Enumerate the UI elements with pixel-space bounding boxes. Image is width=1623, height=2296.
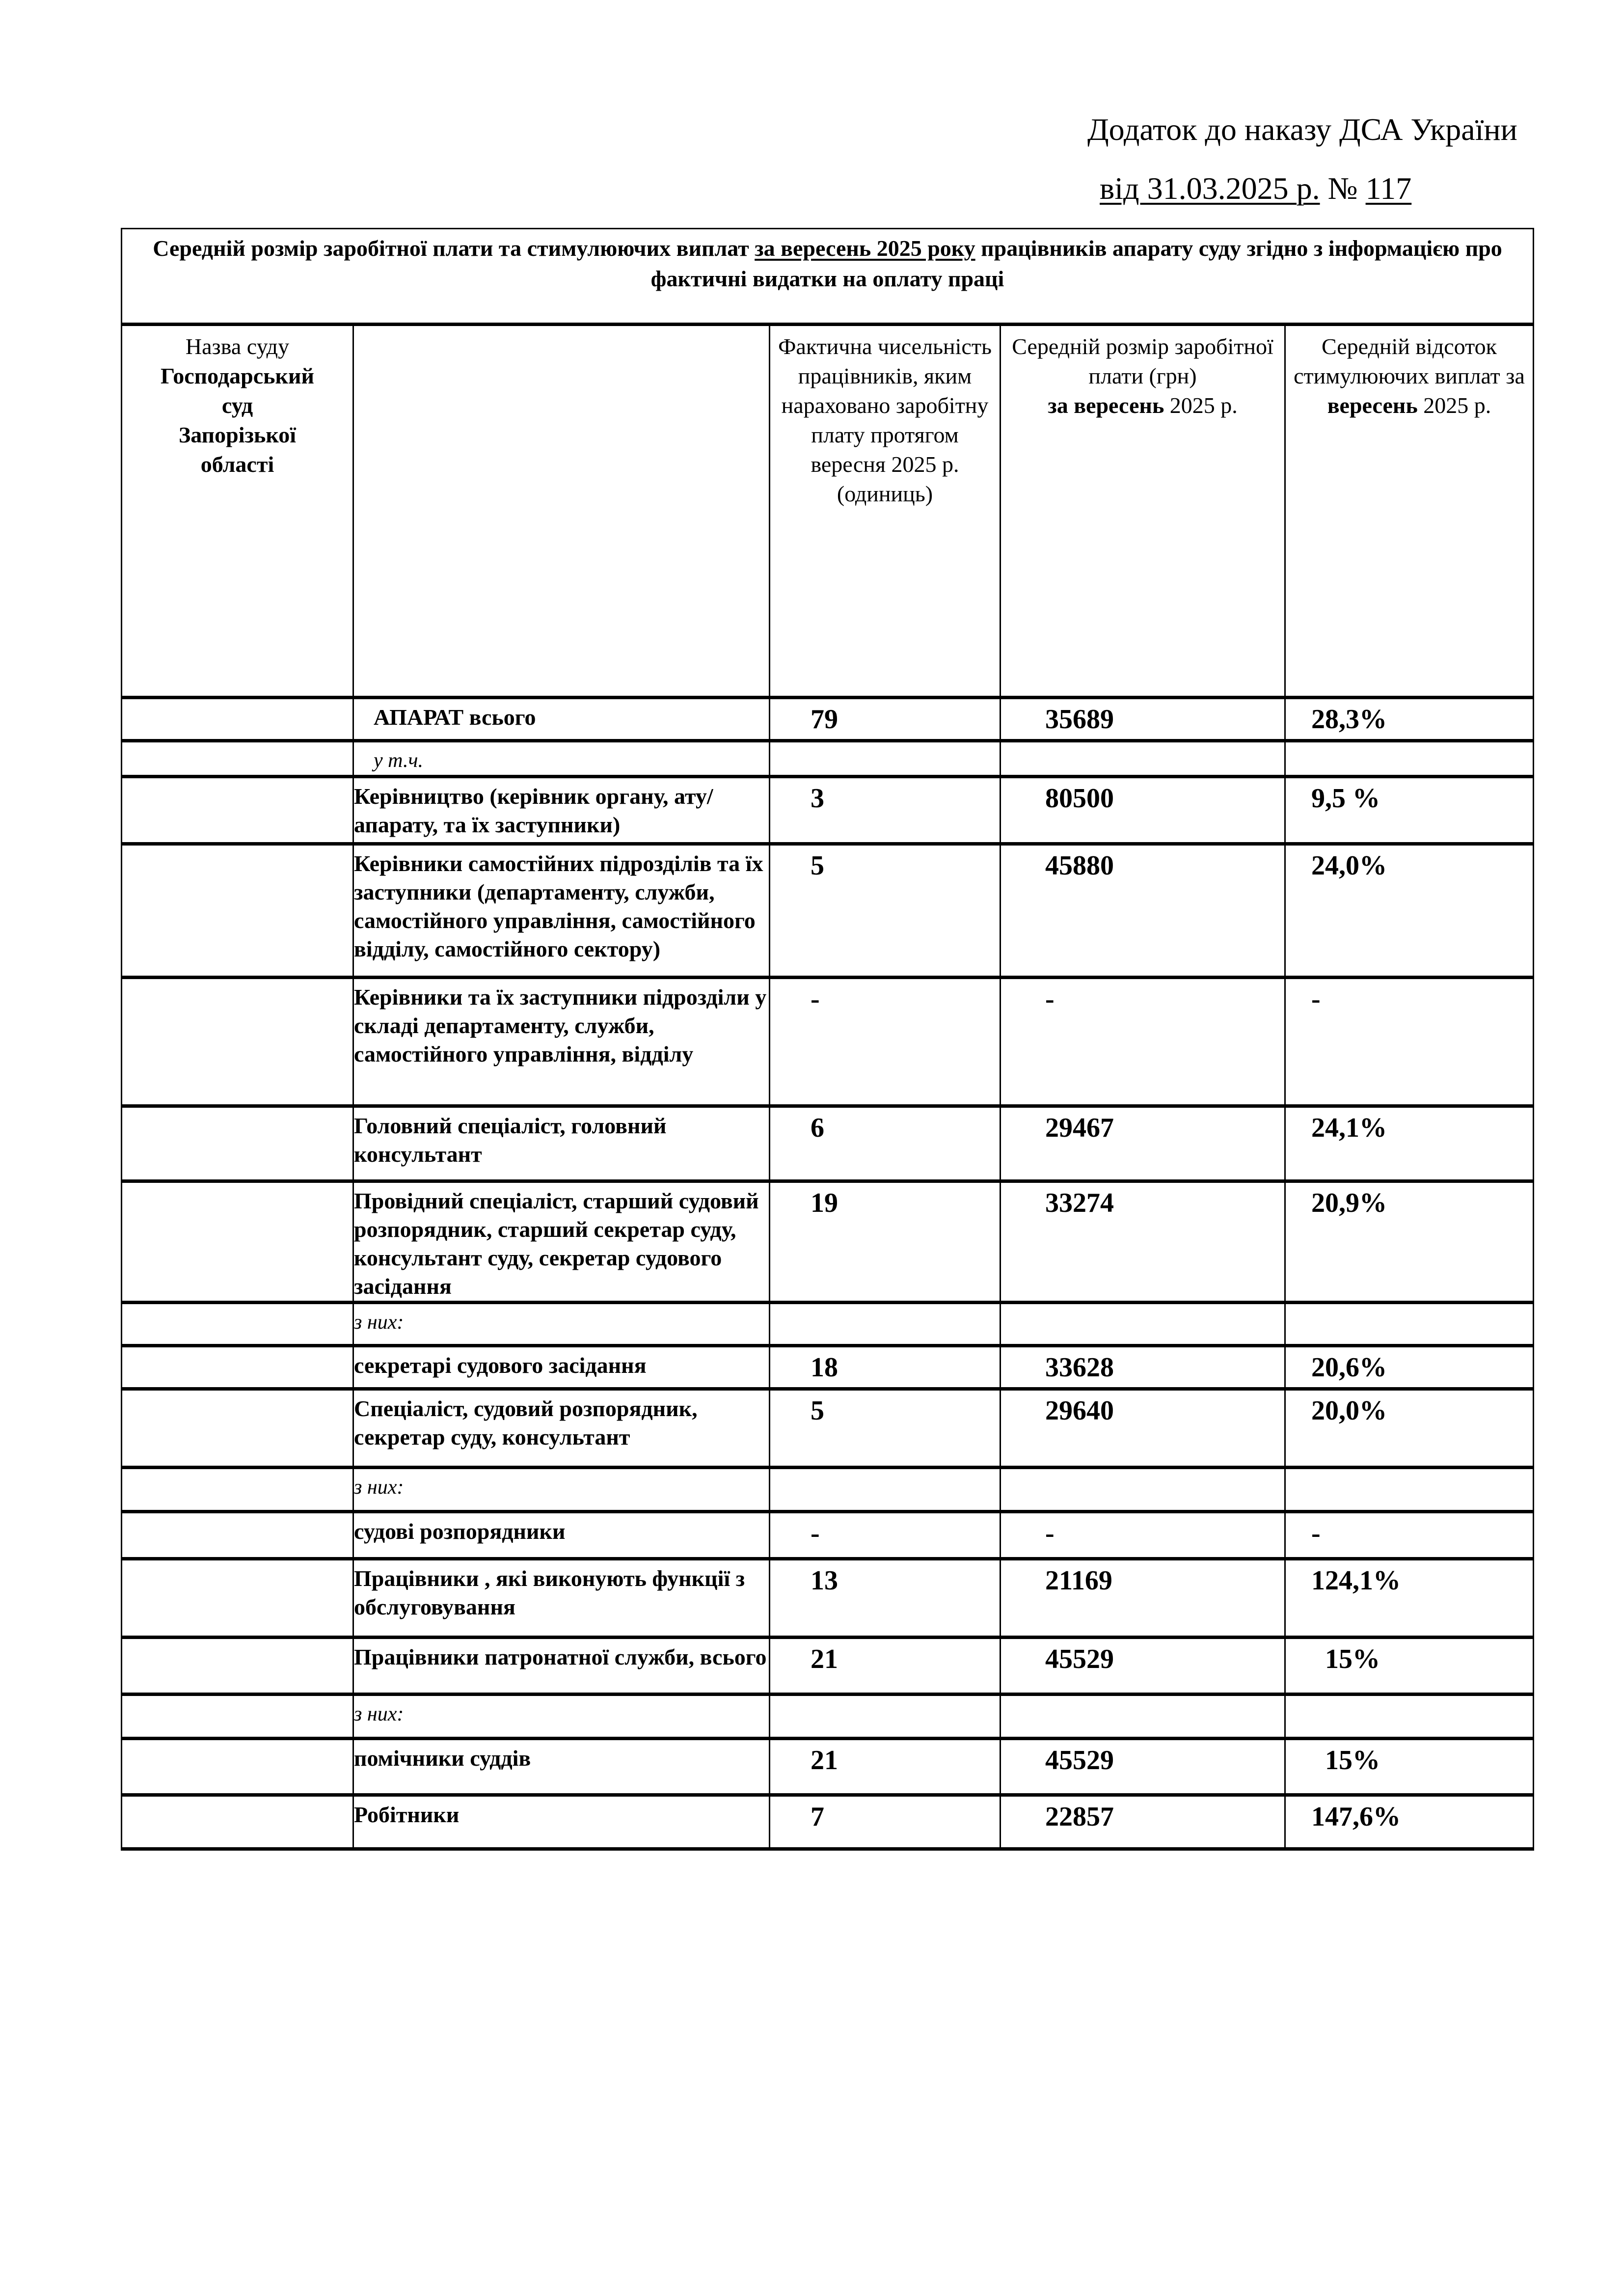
table-row xyxy=(122,978,1534,1106)
row-avg-salary: 22857 xyxy=(1001,1795,1285,1849)
row-label: помічники суддів xyxy=(353,1739,770,1795)
row-label: з них: xyxy=(353,1695,770,1739)
row-bonus-pct: 9,5 % xyxy=(1285,777,1534,844)
row-count: 6 xyxy=(770,1106,1001,1181)
table-row xyxy=(122,741,1534,777)
row-label: АПАРАТ всього xyxy=(353,698,770,741)
row-count: 21 xyxy=(770,1638,1001,1695)
category-header xyxy=(353,325,770,698)
row-bonus-pct: 24,1% xyxy=(1285,1106,1534,1181)
count-header: Фактична чисельність працівників, яким нараховано заробітну плату протягом вересня 2025 р.(одиниць) xyxy=(770,325,1001,698)
row-label: судові розпорядники xyxy=(353,1512,770,1559)
row-count: 3 xyxy=(770,777,1001,844)
table-row xyxy=(122,1106,1534,1181)
table-row xyxy=(122,1346,1534,1389)
row-bonus-pct: 24,0% xyxy=(1285,844,1534,978)
row-label: Керівництво (керівник органу, ату/апарату, та їх заступники) xyxy=(353,777,770,844)
row-bonus-pct: - xyxy=(1285,1512,1534,1559)
row-label: Працівники патронатної служби, всього xyxy=(353,1638,770,1695)
row-avg-salary: 29640 xyxy=(1001,1389,1285,1468)
row-bonus-pct: 124,1% xyxy=(1285,1559,1534,1638)
table-row xyxy=(122,1512,1534,1559)
row-count: 5 xyxy=(770,1389,1001,1468)
court-name-header: Назва суду Господарський суд Запорізької області xyxy=(122,325,353,698)
table-row xyxy=(122,1468,1534,1512)
row-avg-salary: 80500 xyxy=(1001,777,1285,844)
row-label: Працівники , які виконують функції з обслуговування xyxy=(353,1559,770,1638)
table-row xyxy=(122,1559,1534,1638)
row-label: Керівники самостійних підрозділів та їх заступники (департаменту, служби, самостійного управління, самостійного відділу, самостійного сектору) xyxy=(353,844,770,978)
row-label: Головний спеціаліст, головний консультант xyxy=(353,1106,770,1181)
row-bonus-pct: 15% xyxy=(1285,1638,1534,1695)
table-row xyxy=(122,1795,1534,1849)
table-row xyxy=(122,844,1534,978)
row-avg-salary: 45529 xyxy=(1001,1739,1285,1795)
table-row xyxy=(122,1303,1534,1346)
row-bonus-pct: 147,6% xyxy=(1285,1795,1534,1849)
row-count: 7 xyxy=(770,1795,1001,1849)
bonus-pct-header: Середній відсоток стимулюючих виплат за вересень 2025 р. xyxy=(1285,325,1534,698)
table-row xyxy=(122,698,1534,741)
row-avg-salary: 45529 xyxy=(1001,1638,1285,1695)
row-avg-salary: 33274 xyxy=(1001,1181,1285,1303)
table-row xyxy=(122,777,1534,844)
row-bonus-pct: - xyxy=(1285,978,1534,1106)
row-avg-salary: - xyxy=(1001,1512,1285,1559)
salary-table xyxy=(121,228,1534,1851)
row-label: у т.ч. xyxy=(353,741,770,777)
order-number: 117 xyxy=(1365,171,1412,206)
row-count: 19 xyxy=(770,1181,1001,1303)
row-label: з них: xyxy=(353,1303,770,1346)
table-row xyxy=(122,1638,1534,1695)
row-avg-salary: 21169 xyxy=(1001,1559,1285,1638)
row-count: - xyxy=(770,978,1001,1106)
table-row xyxy=(122,1181,1534,1303)
row-label: Керівники та їх заступники підрозділи у складі департаменту, служби, самостійного управління, відділу xyxy=(353,978,770,1106)
court-name: Господарський суд Запорізької області xyxy=(161,363,314,477)
row-label: Спеціаліст, судовий розпорядник, секретар суду, консультант xyxy=(353,1389,770,1468)
row-avg-salary: 45880 xyxy=(1001,844,1285,978)
order-reference xyxy=(1100,173,1411,204)
avg-salary-header: Середній розмір заробітної плати (грн) за вересень 2025 р. xyxy=(1001,325,1285,698)
row-avg-salary: - xyxy=(1001,978,1285,1106)
row-bonus-pct: 28,3% xyxy=(1285,698,1534,741)
table-row xyxy=(122,1389,1534,1468)
row-avg-salary: 35689 xyxy=(1001,698,1285,741)
row-count: - xyxy=(770,1512,1001,1559)
row-bonus-pct: 20,6% xyxy=(1285,1346,1534,1389)
row-count: 18 xyxy=(770,1346,1001,1389)
row-label: Робітники xyxy=(353,1795,770,1849)
row-label: Провідний спеціаліст, старший судовий розпорядник, старший секретар суду, консультант суду, секретар судового засідання xyxy=(353,1181,770,1303)
row-count: 5 xyxy=(770,844,1001,978)
order-date: від 31.03.2025 р. xyxy=(1100,171,1320,206)
title-period: за вересень 2025 року xyxy=(755,236,975,261)
row-count: 21 xyxy=(770,1739,1001,1795)
table-row xyxy=(122,1739,1534,1795)
row-label: з них: xyxy=(353,1468,770,1512)
row-label: секретарі судового засідання xyxy=(353,1346,770,1389)
order-number-sign: № xyxy=(1320,171,1366,206)
table-row xyxy=(122,1695,1534,1739)
table-title-row xyxy=(122,229,1534,325)
row-bonus-pct: 20,0% xyxy=(1285,1389,1534,1468)
row-bonus-pct: 15% xyxy=(1285,1739,1534,1795)
row-count: 79 xyxy=(770,698,1001,741)
table-title: Середній розмір заробітної плати та стимулюючих виплат за вересень 2025 року працівників апарату суду згідно з інформацією про фактичні видатки на оплату праці xyxy=(122,229,1534,325)
row-avg-salary: 33628 xyxy=(1001,1346,1285,1389)
row-bonus-pct: 20,9% xyxy=(1285,1181,1534,1303)
row-count: 13 xyxy=(770,1559,1001,1638)
row-avg-salary: 29467 xyxy=(1001,1106,1285,1181)
column-header-row xyxy=(122,325,1534,698)
annex-heading: Додаток до наказу ДСА України xyxy=(1087,112,1517,147)
